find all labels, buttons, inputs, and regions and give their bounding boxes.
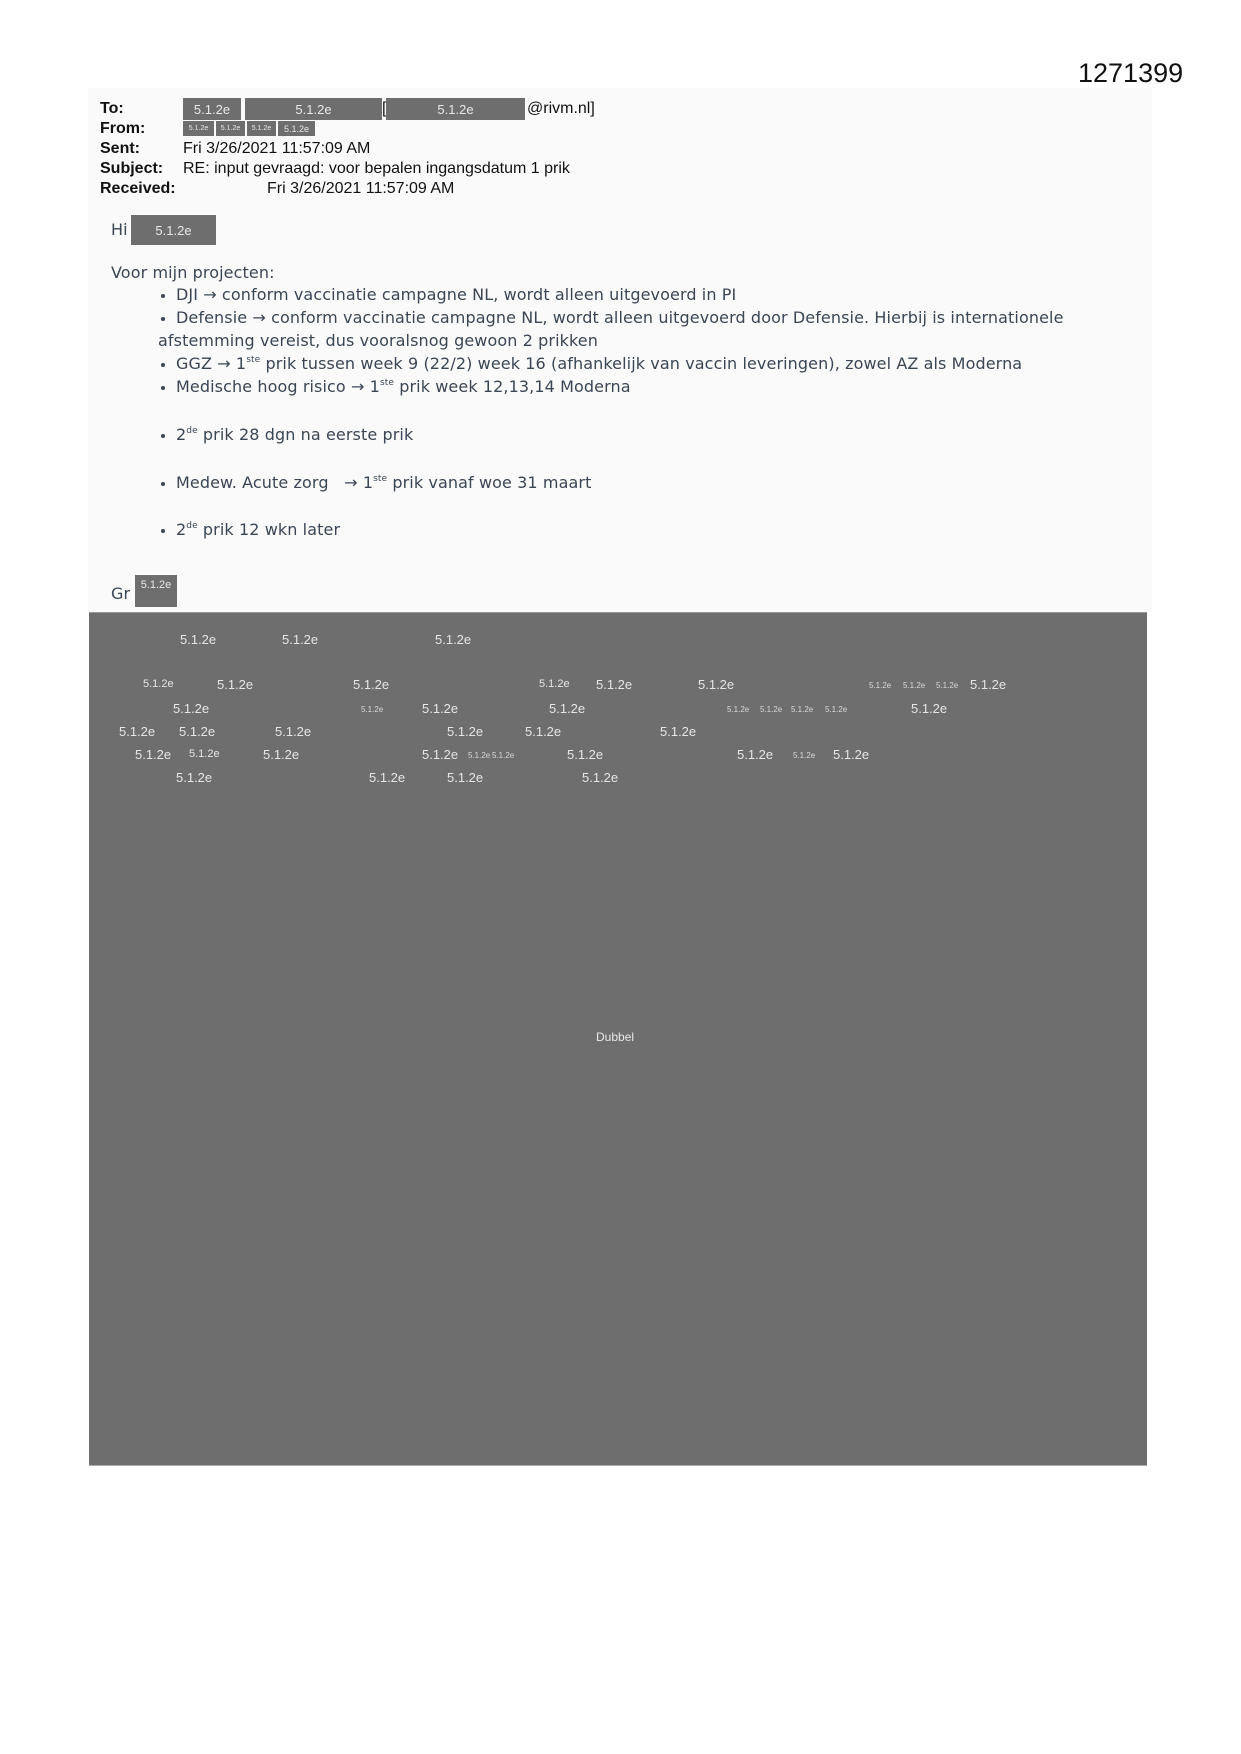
closing: Gr <box>111 584 131 603</box>
greeting: Hi <box>111 220 128 239</box>
redaction-code: 5.1.2e <box>189 748 220 760</box>
redaction-code: 5.1.2e <box>970 677 1007 692</box>
bullet-item-continuation: afstemming vereist, dus vooralsnog gewoon 2 prikken <box>158 331 598 350</box>
intro-text: Voor mijn projecten: <box>111 263 275 282</box>
redaction-code: 5.1.2e <box>539 678 570 690</box>
bullet-item: DJI → conform vaccinatie campagne NL, wordt alleen uitgevoerd in PI <box>176 285 737 304</box>
redaction-code: 5.1.2e <box>596 677 633 692</box>
redaction-code: 5.1.2e <box>582 770 619 785</box>
redaction-code: 5.1.2e <box>737 747 774 762</box>
redaction-code: 5.1.2e <box>911 701 948 716</box>
redaction-code: 5.1.2e <box>422 747 459 762</box>
bullet-dot <box>161 434 165 438</box>
subject-value: RE: input gevraagd: voor bepalen ingangsdatum 1 prik <box>183 160 570 177</box>
redaction-code: 5.1.2e <box>263 747 300 762</box>
redaction-code: 5.1.2e <box>173 701 210 716</box>
redaction-code: 5.1.2e <box>567 747 604 762</box>
closing-redaction: 5.1.2e <box>135 575 177 607</box>
to-label: To: <box>100 100 124 117</box>
redaction-code: 5.1.2e <box>361 705 384 714</box>
bullet-dot <box>161 317 165 321</box>
redaction-code: 5.1.2e <box>217 677 254 692</box>
bullet-item: 2de prik 28 dgn na eerste prik <box>176 425 414 444</box>
redaction-code: 5.1.2e <box>422 701 459 716</box>
redaction-code: 5.1.2e <box>282 632 319 647</box>
redaction-code: 5.1.2e <box>869 681 892 690</box>
redaction-code: 5.1.2e <box>143 678 174 690</box>
redaction-code: 5.1.2e <box>793 751 816 760</box>
redaction-code: 5.1.2e <box>833 747 870 762</box>
redaction-code: 5.1.2e <box>525 724 562 739</box>
sent-label: Sent: <box>100 140 140 157</box>
document-number: 1271399 <box>1078 58 1184 88</box>
from-label: From: <box>100 120 146 137</box>
bullet-dot <box>161 386 165 390</box>
bullet-dot <box>161 363 165 367</box>
sent-value: Fri 3/26/2021 11:57:09 AM <box>183 140 371 157</box>
to-domain: @rivm.nl] <box>527 100 595 117</box>
redaction-code: 5.1.2e <box>275 724 312 739</box>
redaction-code: 5.1.2e <box>119 724 156 739</box>
redaction-code: 5.1.2e <box>660 724 697 739</box>
to-bracket: [ <box>382 100 387 117</box>
redaction-code: 5.1.2e <box>176 770 213 785</box>
greeting-redaction: 5.1.2e <box>131 215 216 245</box>
from-redaction-1: 5.1.2e <box>183 121 214 136</box>
subject-label: Subject: <box>100 160 164 177</box>
redaction-code: 5.1.2e <box>492 751 515 760</box>
to-redaction-3: 5.1.2e <box>386 98 525 120</box>
bullet-dot <box>161 482 165 486</box>
redaction-code: 5.1.2e <box>698 677 735 692</box>
duplicate-label: Dubbel <box>596 1030 635 1044</box>
redaction-code: 5.1.2e <box>447 770 484 785</box>
received-label: Received: <box>100 180 176 197</box>
redaction-code: 5.1.2e <box>180 632 217 647</box>
received-value: Fri 3/26/2021 11:57:09 AM <box>267 180 455 197</box>
redaction-code: 5.1.2e <box>179 724 216 739</box>
from-redaction-2: 5.1.2e <box>216 121 245 136</box>
bullet-item: Medische hoog risico → 1ste prik week 12,13,14 Moderna <box>176 377 631 396</box>
to-redaction-2: 5.1.2e <box>245 98 382 120</box>
redaction-code: 5.1.2e <box>825 705 848 714</box>
bullet-dot <box>161 294 165 298</box>
redaction-code: 5.1.2e <box>468 751 491 760</box>
bullet-item: Medew. Acute zorg → 1ste prik vanaf woe 31 maart <box>176 473 592 492</box>
to-redaction-1: 5.1.2e <box>183 98 241 120</box>
redaction-code: 5.1.2e <box>727 705 750 714</box>
bullet-dot <box>161 529 165 533</box>
redaction-code: 5.1.2e <box>435 632 472 647</box>
redaction-code: 5.1.2e <box>369 770 406 785</box>
from-redaction-4: 5.1.2e <box>278 121 315 136</box>
bullet-item: GGZ → 1ste prik tussen week 9 (22/2) week 16 (afhankelijk van vaccin leveringen), zowel AZ als Moderna <box>176 354 1023 373</box>
redaction-code: 5.1.2e <box>791 705 814 714</box>
redaction-code: 5.1.2e <box>760 705 783 714</box>
redaction-code: 5.1.2e <box>903 681 926 690</box>
redaction-code: 5.1.2e <box>447 724 484 739</box>
from-redaction-3: 5.1.2e <box>247 121 276 136</box>
redaction-code: 5.1.2e <box>936 681 959 690</box>
bullet-item: 2de prik 12 wkn later <box>176 520 341 539</box>
redaction-code: 5.1.2e <box>353 677 390 692</box>
redaction-code: 5.1.2e <box>549 701 586 716</box>
bullet-item: Defensie → conform vaccinatie campagne NL, wordt alleen uitgevoerd door Defensie. Hierbij is internationele <box>176 308 1064 327</box>
redaction-code: 5.1.2e <box>135 747 172 762</box>
